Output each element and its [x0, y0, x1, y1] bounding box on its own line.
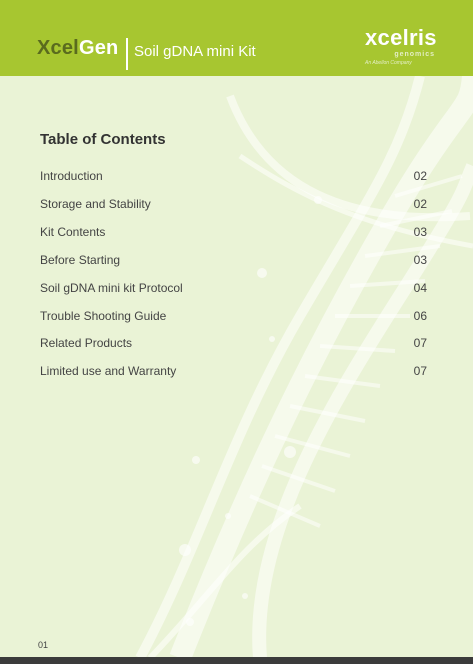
xcelgen-logo: [37, 37, 118, 60]
logo-tagline: An Abellon Company: [365, 60, 412, 66]
page-number: 01: [38, 640, 49, 650]
toc-entry-label: Introduction: [40, 169, 103, 183]
toc-heading: Table of Contents: [40, 131, 166, 148]
xcelris-logo: [365, 27, 435, 66]
toc-entry-label: Kit Contents: [40, 225, 106, 239]
toc-entry-label: Soil gDNA mini kit Protocol: [40, 281, 183, 295]
header-band: [0, 0, 473, 76]
brand-part1: Xcel: [37, 37, 79, 59]
toc-entry-label: Limited use and Warranty: [40, 364, 177, 378]
toc-entry-label: Related Products: [40, 336, 133, 350]
toc-entry-page: 07: [413, 364, 427, 378]
toc-entry-label: Trouble Shooting Guide: [40, 309, 167, 323]
toc-entry-label: Before Starting: [40, 253, 121, 267]
toc-entry-page: 07: [413, 336, 427, 350]
header-divider: [126, 38, 128, 70]
kit-title: Soil gDNA mini Kit: [134, 43, 256, 60]
footer-bar: [0, 657, 473, 664]
toc-entry-page: 04: [413, 281, 427, 295]
logo-sub-text: genomics: [394, 51, 435, 58]
toc-entry-page: 06: [413, 309, 427, 323]
toc-entry-page: 02: [413, 169, 427, 183]
logo-main-text: xcelris: [365, 25, 437, 50]
toc-entry-label: Storage and Stability: [40, 197, 151, 211]
brand-part2: Gen: [78, 37, 119, 59]
toc-entry-page: 03: [413, 225, 427, 239]
toc-entry-page: 02: [413, 197, 427, 211]
toc-entry-page: 03: [413, 253, 427, 267]
